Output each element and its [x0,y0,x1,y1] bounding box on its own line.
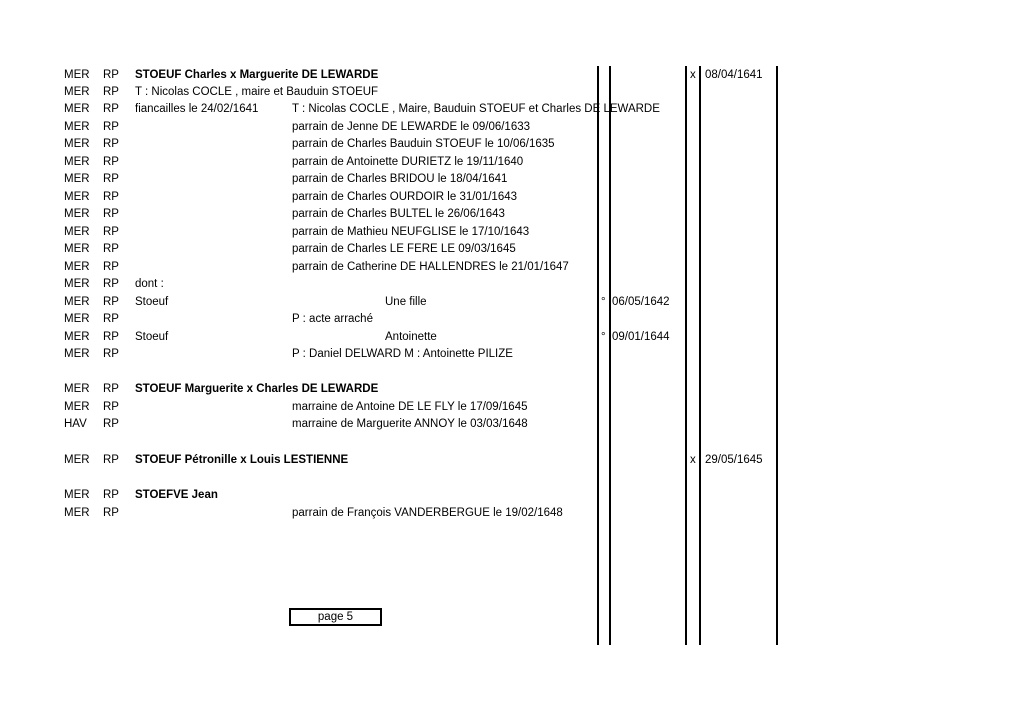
record-type: RP [103,278,119,290]
source-code: MER [64,507,90,519]
record-type: RP [103,121,119,133]
source-code: MER [64,69,90,81]
source-code: MER [64,454,90,466]
record-type: RP [103,331,119,343]
record-note: fiancailles le 24/02/1641 [135,103,259,115]
source-code: MER [64,278,90,290]
record-type: RP [103,383,119,395]
source-code: MER [64,208,90,220]
child-name: Une fille [385,296,427,308]
record-row [0,346,1024,363]
record-row [0,487,1024,504]
record-type: RP [103,226,119,238]
record-note: T : Nicolas COCLE , maire et Bauduin STOEUF [135,86,379,98]
record-type: RP [103,86,119,98]
record-row [0,206,1024,223]
child-surname: Stoeuf [135,296,169,308]
source-code: HAV [64,418,87,430]
record-detail: parrain de François VANDERBERGUE le 19/02/1648 [292,507,563,519]
record-detail: parrain de Antoinette DURIETZ le 19/11/1640 [292,156,524,168]
source-code: MER [64,173,90,185]
marriage-mark: x [690,69,696,81]
source-code: MER [64,313,90,325]
record-detail: parrain de Charles BULTEL le 26/06/1643 [292,208,505,220]
record-row [0,171,1024,188]
record-row [0,276,1024,293]
source-code: MER [64,401,90,413]
record-row [0,399,1024,416]
record-row [0,136,1024,153]
record-row [0,101,1024,118]
record-detail: P : Daniel DELWARD M : Antoinette PILIZE [292,348,513,360]
source-code: MER [64,226,90,238]
record-type: RP [103,401,119,413]
record-detail: parrain de Charles BRIDOU le 18/04/1641 [292,173,508,185]
record-detail: parrain de Jenne DE LEWARDE le 09/06/1633 [292,121,531,133]
record-type: RP [103,69,119,81]
record-detail: marraine de Antoine DE LE FLY le 17/09/1645 [292,401,528,413]
child-name: Antoinette [385,331,437,343]
record-detail: P : acte arraché [292,313,373,325]
couple-heading: STOEUF Charles x Marguerite DE LEWARDE [135,69,379,81]
child-surname: Stoeuf [135,331,169,343]
record-row [0,416,1024,433]
source-code: MER [64,489,90,501]
record-type: RP [103,313,119,325]
record-note: dont : [135,278,164,290]
source-code: MER [64,331,90,343]
record-row [0,119,1024,136]
page-number: page 5 [289,608,382,626]
record-row [0,381,1024,398]
record-type: RP [103,243,119,255]
record-detail: parrain de Charles OURDOIR le 31/01/1643 [292,191,518,203]
record-row [0,505,1024,522]
marriage-date: 29/05/1645 [705,454,763,466]
record-type: RP [103,208,119,220]
record-type: RP [103,348,119,360]
record-row [0,224,1024,241]
birth-mark: ° [601,331,606,343]
record-type: RP [103,261,119,273]
source-code: MER [64,243,90,255]
record-type: RP [103,489,119,501]
record-type: RP [103,138,119,150]
record-detail: parrain de Charles Bauduin STOEUF le 10/06/1635 [292,138,555,150]
person-heading: STOEFVE Jean [135,489,218,501]
record-detail: T : Nicolas COCLE , Maire, Bauduin STOEUF et Charles DE LEWARDE [292,103,660,115]
record-row [0,311,1024,328]
record-detail: parrain de Mathieu NEUFGLISE le 17/10/1643 [292,226,530,238]
source-code: MER [64,156,90,168]
source-code: MER [64,296,90,308]
marriage-date: 08/04/1641 [705,69,763,81]
record-row [0,84,1024,101]
record-type: RP [103,418,119,430]
record-row [0,154,1024,171]
record-row [0,241,1024,258]
record-type: RP [103,507,119,519]
record-row [0,452,1024,469]
record-type: RP [103,103,119,115]
source-code: MER [64,383,90,395]
record-type: RP [103,296,119,308]
source-code: MER [64,191,90,203]
record-row [0,294,1024,311]
birth-mark: ° [601,296,606,308]
source-code: MER [64,103,90,115]
birth-date: 09/01/1644 [612,331,670,343]
record-type: RP [103,156,119,168]
marriage-mark: x [690,454,696,466]
couple-heading: STOEUF Marguerite x Charles DE LEWARDE [135,383,379,395]
record-type: RP [103,191,119,203]
record-detail: parrain de Charles LE FERE LE 09/03/1645 [292,243,516,255]
record-type: RP [103,173,119,185]
source-code: MER [64,348,90,360]
record-detail: marraine de Marguerite ANNOY le 03/03/1648 [292,418,528,430]
record-detail: parrain de Catherine DE HALLENDRES le 21/01/1647 [292,261,569,273]
record-type: RP [103,454,119,466]
source-code: MER [64,86,90,98]
couple-heading: STOEUF Pétronille x Louis LESTIENNE [135,454,349,466]
record-row [0,259,1024,276]
birth-date: 06/05/1642 [612,296,670,308]
record-row [0,67,1024,84]
record-row [0,329,1024,346]
source-code: MER [64,138,90,150]
record-row [0,189,1024,206]
source-code: MER [64,261,90,273]
source-code: MER [64,121,90,133]
